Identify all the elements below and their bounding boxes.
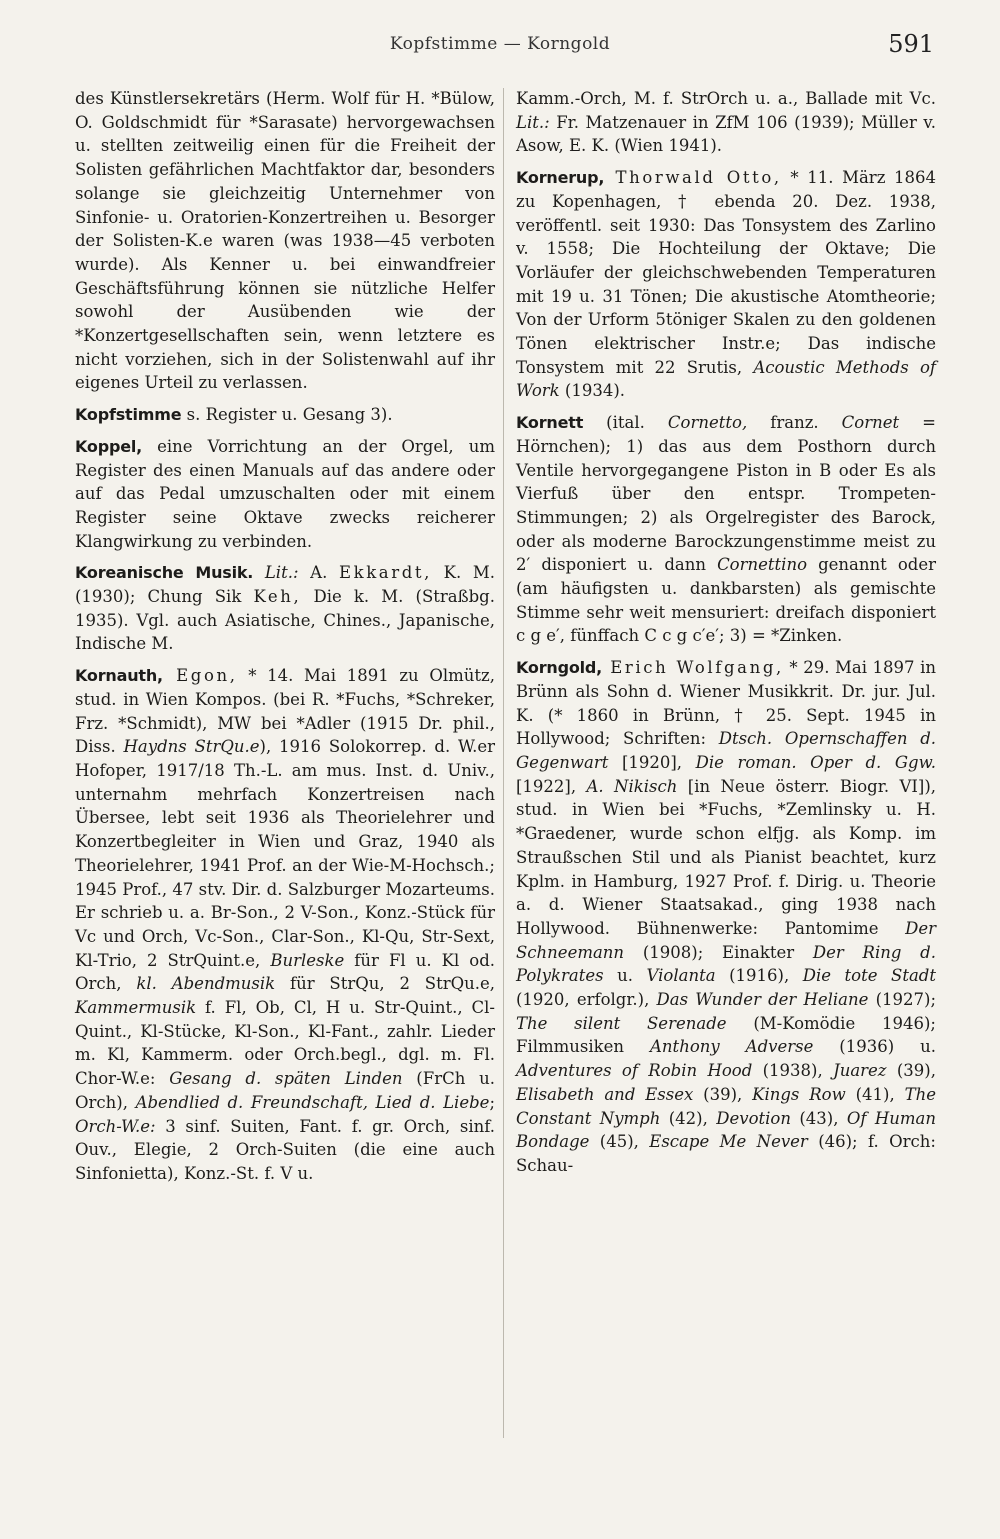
entry-continuation: Kamm.-Orch, M. f. StrOrch u. a., Ballade mit Vc. Lit.: Fr. Matzenauer in ZfM 106 (1939); Müller v. Asow, E. K. (Wien 1941).: [516, 89, 936, 156]
lemma: Koppel,: [75, 436, 143, 456]
lemma: Koreanische Musik.: [75, 563, 254, 583]
entry-kornerup: Kornerup, Thorwald Otto, * 11. März 1864 zu Kopenhagen, † ebenda 20. Dez. 1938, veröffentl. seit 1930: Das Tonsystem des Zarlino v. 1558; Die Hochteilung der Oktave; Die Vorläufer der gleichschwebenden Temperaturen mit 19 u. 31 Tönen; Die akustische Atomtheorie; Von der Urform 5töniger Skalen zu den goldenen Tönen elektrischer Instr.e; Das indische Tonsystem mit 22 Srutis, Acoustic Methods of Work (1934).: [516, 168, 936, 401]
lemma: Korngold,: [516, 658, 603, 678]
entry-kopfstimme: Kopfstimme s. Register u. Gesang 3).: [75, 405, 393, 425]
entry-korngold: Korngold, Erich Wolfgang, * 29. Mai 1897 in Brünn als Sohn d. Wiener Musikkrit. Dr. jur. Jul. K. (* 1860 in Brünn, † 25. Sept. 1945 in Hollywood; Schriften: Dtsch. Opernschaffen d. Gegenwart [1920], Die roman. Oper d. Ggw. [1922], A. Nikisch [in Neue österr. Biogr. VI]), stud. in Wien bei *Fuchs, *Zemlinsky u. H. *Graedener, wurde schon elfjg. als Komp. im Straußschen Stil und als Pianist beachtet, kurz Kplm. in Hamburg, 1927 Prof. f. Dirig. u. Theorie a. d. Wiener Staatsakad., ging 1938 nach Hollywood. Bühnenwerke: Pantomime Der Schneemann (1908); Einakter Der Ring d. Polykrates u. Violanta (1916), Die tote Stadt (1920, erfolgr.), Das Wunder der Heliane (1927); The silent Serenade (M-Komödie 1946); Filmmusiken Anthony Adverse (1936) u. Adventures of Robin Hood (1938), Juarez (39), Elisabeth and Essex (39), Kings Row (41), The Constant Nymph (42), Devotion (43), Of Human Bondage (45), Escape Me Never (46); f. Orch: Schau-: [516, 658, 937, 1175]
page-header: [0, 30, 1000, 60]
author-name: Keh,: [253, 587, 302, 607]
given-name: Erich Wolfgang,: [602, 658, 784, 678]
lemma: Kornauth,: [75, 666, 163, 686]
lemma: Kornerup,: [516, 168, 605, 188]
entry-kornauth: Kornauth, Egon, * 14. Mai 1891 zu Olmütz, stud. in Wien Kompos. (bei R. *Fuchs, *Schreker, Frz. *Schmidt), MW bei *Adler (1915 Dr. phil., Diss. Haydns StrQu.e), 1916 Solokorrep. d. W.er Hofoper, 1917/18 Th.-L. am mus. Inst. d. Univ., unternahm mehrfach Konzertreisen nach Übersee, lebt seit 1936 als Theorielehrer und Konzertbegleiter in Wien und Graz, 1940 als Theorielehrer, 1941 Prof. an der Wie-M-Hochsch.; 1945 Prof., 47 stv. Dir. d. Salzburger Mozarteums. Er schrieb u. a. Br-Son., 2 V-Son., Konz.-Stück für Vc und Orch, Vc-Son., Clar-Son., Kl-Qu, Str-Sext, Kl-Trio, 2 StrQuint.e, Burleske für Fl u. Kl od. Orch, kl. Abendmusik für StrQu, 2 StrQu.e, Kammermusik f. Fl, Ob, Cl, H u. Str-Quint., Cl-Quint., Kl-Stücke, Kl-Son., Kl-Fant., zahlr. Lieder m. Kl, Kammerm. oder Orch.begl., dgl. m. Fl. Chor-W.e: Gesang d. späten Linden (FrCh u. Orch), Abendlied d. Freundschaft, Lied d. Liebe; Orch-W.e: 3 sinf. Suiten, Fant. f. gr. Orch, sinf. Ouv., Elegie, 2 Orch-Suiten (die eine auch Sinfonietta), Konz.-St. f. V u.: [75, 666, 496, 1183]
author-name: Ekkardt,: [338, 563, 432, 583]
right-column: [516, 87, 936, 1186]
lemma: Kopfstimme: [75, 405, 182, 425]
entry-continuation: des Künstlersekretärs (Herm. Wolf für H. *Bülow, O. Goldschmidt für *Sarasate) hervorgewachsen u. stellten zeitweilig einen für die Freiheit der Solisten gefährlichen Machtfaktor dar, besonders solange sie gleichzeitig Unternehmer von Sinfonie- u. Oratorien-Konzertreihen u. Besorger der Solisten-K.e waren (was 1938—45 verboten wurde). Als Kenner u. bei einwandfreier Geschäftsführung können sie nützliche Helfer sowohl der Ausübenden wie der *Konzertgesellschaften sein, wenn letztere es nicht vorziehen, sich in der Solistenwahl auf ihr eigenes Urteil zu verlassen.: [75, 89, 495, 393]
given-name: Thorwald Otto,: [604, 168, 782, 188]
entry-koreanische-musik: Koreanische Musik. Lit.: A. Ekkardt, K. M. (1930); Chung Sik Keh, Die k. M. (Straßbg. 1935). Vgl. auch Asiatische, Chines., Japanische, Indische M.: [75, 563, 495, 654]
left-column: [75, 87, 495, 1194]
entry-koppel: Koppel, eine Vorrichtung an der Orgel, um Register des einen Manuals auf das andere oder auf das Pedal umzuschalten oder mit einem Register seine Oktave zwecks reicherer Klangwirkung zu verbinden.: [75, 436, 495, 551]
column-divider: [503, 88, 504, 1438]
lemma: Kornett: [516, 413, 584, 433]
entry-kornett: Kornett (ital. Cornetto, franz. Cornet = Hörnchen); 1) das aus dem Posthorn durch Ventile hervorgegangene Piston in B oder Es als Vierfuß über den entspr. Trompeten-Stimmungen; 2) als Orgelregister des Barock, oder als moderne Barockzungenstimme meist zu 2′ disponiert u. dann Cornettino genannt oder (am häufigsten u. dankbarsten) als gemischte Stimme sehr weit mensuriert: dreifach disponiert c g e′, fünffach C c g c′e′; 3) = *Zinken.: [516, 413, 936, 646]
page-number: 591: [888, 30, 934, 58]
running-head: Kopfstimme — Korngold: [389, 34, 611, 54]
given-name: Egon,: [162, 666, 238, 686]
